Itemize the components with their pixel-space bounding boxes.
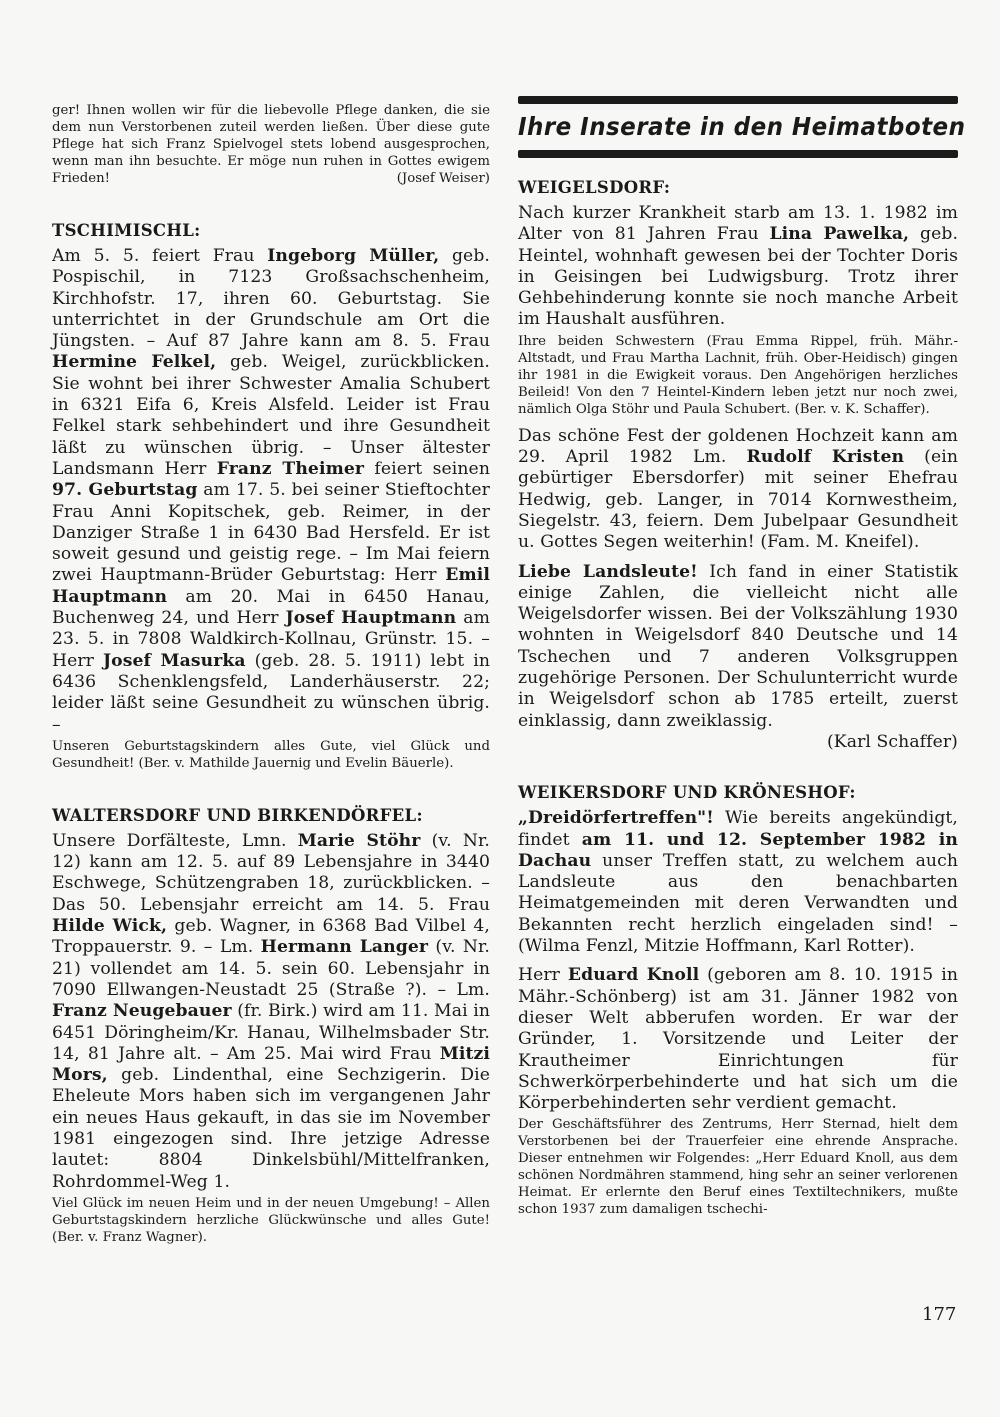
note-paragraph [52, 1195, 490, 1246]
text-run: am 17. 5. bei seiner Stieftochter Frau Anni Kopitschek, geb. Reimer, in der Danziger Straße 1 in 6430 Bad Hersfeld. Er ist soweit gesund und geistig rege. – Im Mai feiern zwei Hauptmann-Brüder Geburtstag: Herr [52, 480, 490, 586]
text-run: Der Geschäftsführer des Zentrums, Herr Sternad, hielt dem Verstorbenen bei der Trauerfeier eine ehrende Ansprache. Dieser entnehmen wir Folgendes: „Herr Eduard Knoll, aus dem schönen Nordmähren stammend, hing sehr an seiner verlorenen Heimat. Er erlernte den Beruf eines Textiltechnikers, mußte schon 1937 zum damaligen tschechi- [518, 1117, 958, 1218]
bold-name: Franz Theimer [216, 458, 365, 479]
section-heading: WEIKERSDORF UND KRÖNESHOF: [518, 783, 856, 803]
text-run: Unsere Dorfälteste, Lmn. [52, 830, 298, 851]
right-column [518, 96, 966, 1218]
bold-name: Hermann Langer [260, 937, 429, 958]
article-paragraph [52, 831, 490, 1193]
bold-name: 97. Geburtstag [52, 480, 198, 501]
text-run: geb. Pospischil, in 7123 Großsachschenheim, Kirchhofstr. 17, ihren 60. Geburtstag. Sie unterrichtet in der Grundschule am Ort die Jüngsten. – Auf 87 Jahre kann am 8. 5. Frau [52, 246, 490, 352]
banner-rule-bottom [518, 150, 958, 158]
text-run: Viel Glück im neuen Heim und in der neuen Umgebung! – Allen Geburtstagskindern herzliche Glückwünsche und alles Gute! (Ber. v. Franz Wagner). [52, 1195, 490, 1245]
text-run: unser Treffen statt, zu welchem auch Landsleute aus den benachbarten Heimatgemeinden mit deren Verwandten und Bekannten recht herzlich eingeladen sind! – (Wilma Fenzl, Mitzie Hoffmann, Karl Rotter). [518, 850, 958, 957]
text-run: Wie bereits angekündigt, findet [518, 808, 958, 850]
text-run: geb. Heintel, wohnhaft gewesen bei der Tochter Doris in Geisingen bei Ludwigsburg. Trotz ihrer Gehbehinderung konnte sie noch manche Arbeit im Haushalt ausführen. [518, 224, 959, 330]
note-paragraph [518, 1116, 958, 1218]
bold-name: Eduard Knoll [567, 965, 700, 986]
text-run: am 23. 5. in 7808 Waldkirch-Kollnau, Grünstr. 15. – Herr [52, 608, 490, 671]
author-signature: (Karl Schaffer) [826, 731, 958, 752]
text-run: (fr. Birk.) wird am 11. Mai in 6451 Döringheim/Kr. Hanau, Wilhelmsbader Str. 14, 81 Jahre alt. – Am 25. Mai wird Frau [52, 1001, 491, 1064]
bold-name: Liebe Landsleute! [518, 561, 698, 582]
text-run: (v. Nr. 21) vollendet am 14. 5. sein 60. Lebensjahr in 7090 Ellwangen-Neustadt 25 (Straße ?). – Lm. [52, 937, 490, 1000]
section-heading: WALTERSDORF UND BIRKENDÖRFEL: [52, 805, 423, 825]
bold-name: Hilde Wick, [52, 916, 168, 937]
bold-name: Franz Neugebauer [52, 1001, 232, 1022]
banner-title: Ihre Inserate in den Heimatboten [518, 112, 966, 141]
bold-name: Lina Pawelka, [769, 224, 910, 245]
bold-name: Hermine Felkel, [52, 352, 217, 373]
section-heading: WEIGELSDORF: [518, 178, 671, 197]
text-run: Nach kurzer Krankheit starb am 13. 1. 1982 im Alter von 81 Jahren Frau [518, 203, 958, 245]
text-run: ger! Ihnen wollen wir für die liebevolle Pflege danken, die sie dem nun Verstorbenen zuteil werden ließen. Über diese gute Pflege hat sich Franz Spielvogel stets lobend ausgesprochen, wenn man ihn besuchte. Er möge nun ruhen in Gottes ewigem Frieden! [52, 103, 490, 186]
left-column [52, 100, 490, 1246]
article-paragraph [518, 965, 958, 1114]
bold-name: „Dreidörfertreffen"! [518, 808, 714, 829]
text-run: geb. Weigel, zurückblicken. Sie wohnt bei ihrer Schwester Amalia Schubert in 6321 Eifa 6, Kreis Alsfeld. Leider ist Frau Felkel stark sehbehindert und ihre Gesundheit läßt zu wünschen übrig. – Unser ältester Landsmann Herr [52, 352, 490, 479]
right-articles [518, 178, 958, 1218]
article-paragraph [52, 246, 490, 736]
banner-rule-top [518, 96, 958, 104]
ad-banner [518, 96, 966, 158]
text-run: (geb. 28. 5. 1911) lebt in 6436 Schenklengsfeld, Landerhäuserstr. 22; leider läßt seine Gesundheit zu wünschen übrig. – [52, 650, 491, 735]
text-run: Unseren Geburtstagskindern alles Gute, viel Glück und Gesundheit! (Ber. v. Mathilde Jauernig und Evelin Bäuerle). [52, 738, 490, 771]
note-paragraph [52, 738, 490, 772]
bold-name: Josef Masurka [102, 650, 246, 671]
section-heading: TSCHIMISCHL: [52, 221, 201, 240]
bold-name: Emil Hauptmann [52, 565, 490, 607]
bold-name: Marie Stöhr [297, 830, 421, 851]
bold-name: Rudolf Kristen [746, 447, 905, 468]
article-paragraph [518, 426, 958, 554]
bold-name: Josef Hauptmann [285, 608, 457, 629]
text-run: am 20. Mai in 6450 Hanau, Buchenweg 24, und Herr [52, 586, 490, 629]
text-run: geb. Wagner, in 6368 Bad Vilbel 4, Troppauerstr. 9. – Lm. [52, 916, 490, 958]
bold-name: Mitzi Mors, [52, 1043, 490, 1086]
text-run: Ich fand in einer Statistik einige Zahlen, die vielleicht nicht alle Weigelsdorfer wissen. Bei der Volkszählung 1930 wohnten in Weigelsdorf 840 Deutsche und 14 Tschechen und 7 anderen Volksgruppen zugehörige Personen. Der Schulunterricht wurde in Weigelsdorf schon ab 1785 erteilt, zuerst einklassig, dann zweiklassig. [518, 561, 958, 731]
text-run: Herr [518, 965, 568, 986]
page-number: 177 [922, 1304, 957, 1325]
text-run: Am 5. 5. feiert Frau [52, 246, 268, 266]
author-signature: (Josef Weiser) [396, 171, 490, 186]
text-run: (v. Nr. 12) kann am 12. 5. auf 89 Lebensjahre in 3440 Eschwege, Schützengraben 18, zurückblicken. – Das 50. Lebensjahr erreicht am 14. 5. Frau [52, 830, 490, 915]
text-run: geb. Lindenthal, eine Sechzigerin. Die Eheleute Mors haben sich im vergangenen Jahr ein neues Haus gekauft, in das sie im November 1981 eingezogen sind. Ihre jetzige Adresse lautet: 8804 Dinkelsbühl/Mittelfranken, Rohrdommel-Weg 1. [52, 1065, 490, 1192]
bold-name: am 11. und 12. September 1982 in Dachau [518, 829, 958, 871]
text-run: Ihre beiden Schwestern (Frau Emma Rippel, früh. Mähr.-Altstadt, und Frau Martha Lachnit, früh. Ober-Heidisch) gingen ihr 1981 in die Ewigkeit voraus. Den Angehörigen herzliches Beileid! Von den 7 Heintel-Kindern leben jetzt nur noch zwei, nämlich Olga Stöhr und Paula Schubert. (Ber. v. K. Schaffer). [518, 333, 958, 417]
text-run: feiert seinen [364, 458, 491, 479]
text-run: (ein gebürtiger Ebersdorfer) mit seiner Ehefrau Hedwig, geb. Langer, in 7014 Kornwestheim, Siegelstr. 43, feiern. Dem Jubelpaar Gesundheit u. Gottes Segen weiterhin! (Fam. M. Kneifel). [518, 447, 958, 553]
text-run: (geboren am 8. 10. 1915 in Mähr.-Schönberg) ist am 31. Jänner 1982 von dieser Welt abberufen worden. Er war der Gründer, 1. Vorsitzende und Leiter der Krautheimer Einrichtungen für Schwerkörperbehinderte und hat sich um die Körperbehinderten sehr verdient gemacht. [518, 965, 958, 1114]
article-paragraph [518, 203, 958, 331]
note-paragraph [518, 333, 958, 418]
article-paragraph [518, 562, 958, 732]
text-run: Das schöne Fest der goldenen Hochzeit kann am 29. April 1982 Lm. [518, 425, 958, 468]
article-paragraph [518, 808, 958, 957]
bold-name: Ingeborg Müller, [267, 246, 440, 266]
